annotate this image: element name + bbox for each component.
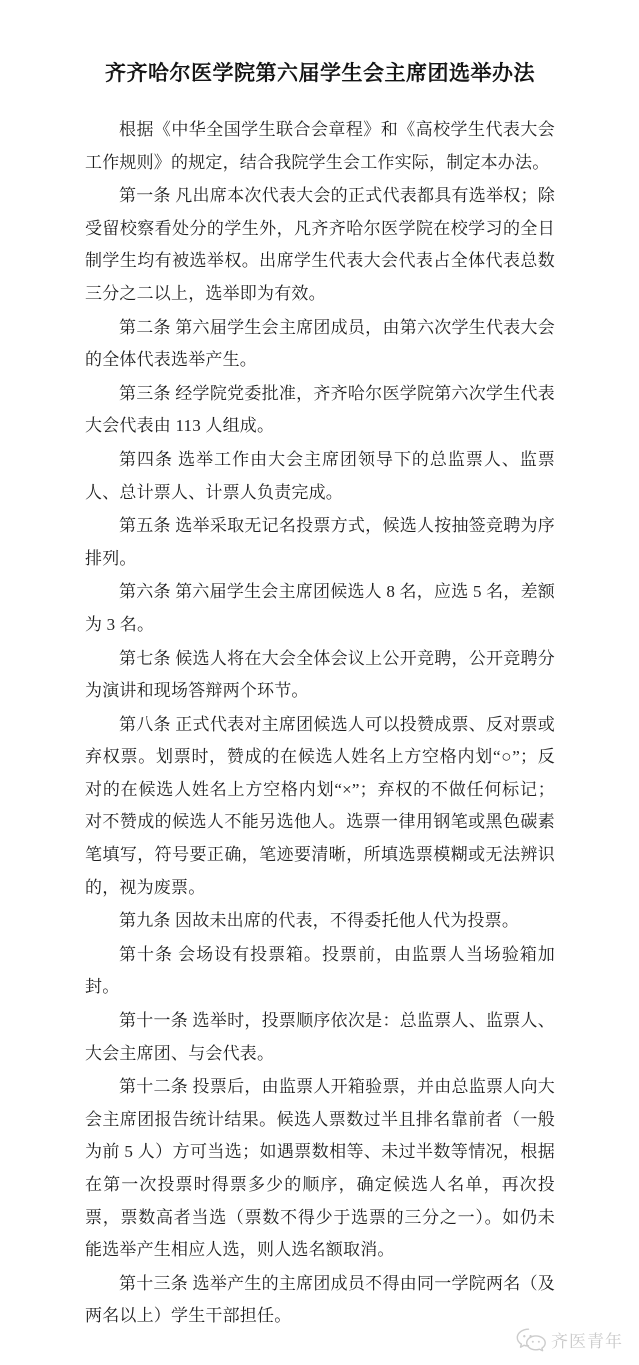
- paragraph-article-12: 第十二条 投票后，由监票人开箱验票，并由总监票人向大会主席团报告统计结果。候选人票数过半且排名靠前者（一般为前 5 人）方可当选；如遇票数相等、未过半数等情况，根据在第一次投票时得票多少的顺序，确定候选人名单，再次投票，票数高者当选（票数不得少于选票的三分之一）。如仍未能选举产生相应人选，则人选名额取消。: [85, 1077, 555, 1260]
- document-body: [85, 58, 555, 1334]
- paragraph-article-7: 第七条 候选人将在大会全体会议上公开竞聘，公开竞聘分为演讲和现场答辩两个环节。: [85, 648, 555, 701]
- watermark-label: 齐医青年: [551, 1331, 623, 1351]
- paragraph-article-10: 第十条 会场设有投票箱。投票前，由监票人当场验箱加封。: [85, 944, 555, 997]
- paragraph-article-3: 第三条 经学院党委批准，齐齐哈尔医学院第六次学生代表大会代表由 113 人组成。: [85, 383, 555, 436]
- paragraph-article-1: 第一条 凡出席本次代表大会的正式代表都具有选举权；除受留校察看处分的学生外，凡齐齐哈尔医学院在校学习的全日制学生均有被选举权。出席学生代表大会代表占全体代表总数三分之二以上，选举即为有效。: [85, 186, 555, 303]
- paragraph-article-13: 第十三条 选举产生的主席团成员不得由同一学院两名（及两名以上）学生干部担任。: [85, 1273, 555, 1326]
- paragraph-article-6: 第六条 第六届学生会主席团候选人 8 名，应选 5 名，差额为 3 名。: [85, 582, 555, 634]
- paragraph-article-8: 第八条 正式代表对主席团候选人可以投赞成票、反对票或弃权票。划票时，赞成的在候选人姓名上方空格内划“○”；反对的在候选人姓名上方空格内划“×”；弃权的不做任何标记；对不赞成的候选人不能另选他人。选票一律用钢笔或黑色碳素笔填写，符号要正确，笔迹要清晰，所填选票模糊或无法辨识的，视为废票。: [85, 714, 555, 897]
- paragraph-article-11: 第十一条 选举时，投票顺序依次是：总监票人、监票人、大会主席团、与会代表。: [85, 1011, 555, 1063]
- wechat-icon: [515, 1327, 548, 1353]
- watermark: [515, 1327, 623, 1353]
- paragraph-article-9: 第九条 因故未出席的代表，不得委托他人代为投票。: [119, 911, 520, 931]
- document-content: [85, 114, 555, 1333]
- paragraph-intro: 根据《中华全国学生联合会章程》和《高校学生代表大会工作规则》的规定，结合我院学生会工作实际，制定本办法。: [85, 120, 555, 172]
- paragraph-article-2: 第二条 第六届学生会主席团成员，由第六次学生代表大会的全体代表选举产生。: [85, 317, 555, 370]
- paragraph-article-4: 第四条 选举工作由大会主席团领导下的总监票人、监票人、总计票人、计票人负责完成。: [85, 449, 555, 502]
- paragraph-article-5: 第五条 选举采取无记名投票方式，候选人按抽签竞聘为序排列。: [85, 516, 555, 568]
- document-title: 齐齐哈尔医学院第六届学生会主席团选举办法: [105, 61, 535, 85]
